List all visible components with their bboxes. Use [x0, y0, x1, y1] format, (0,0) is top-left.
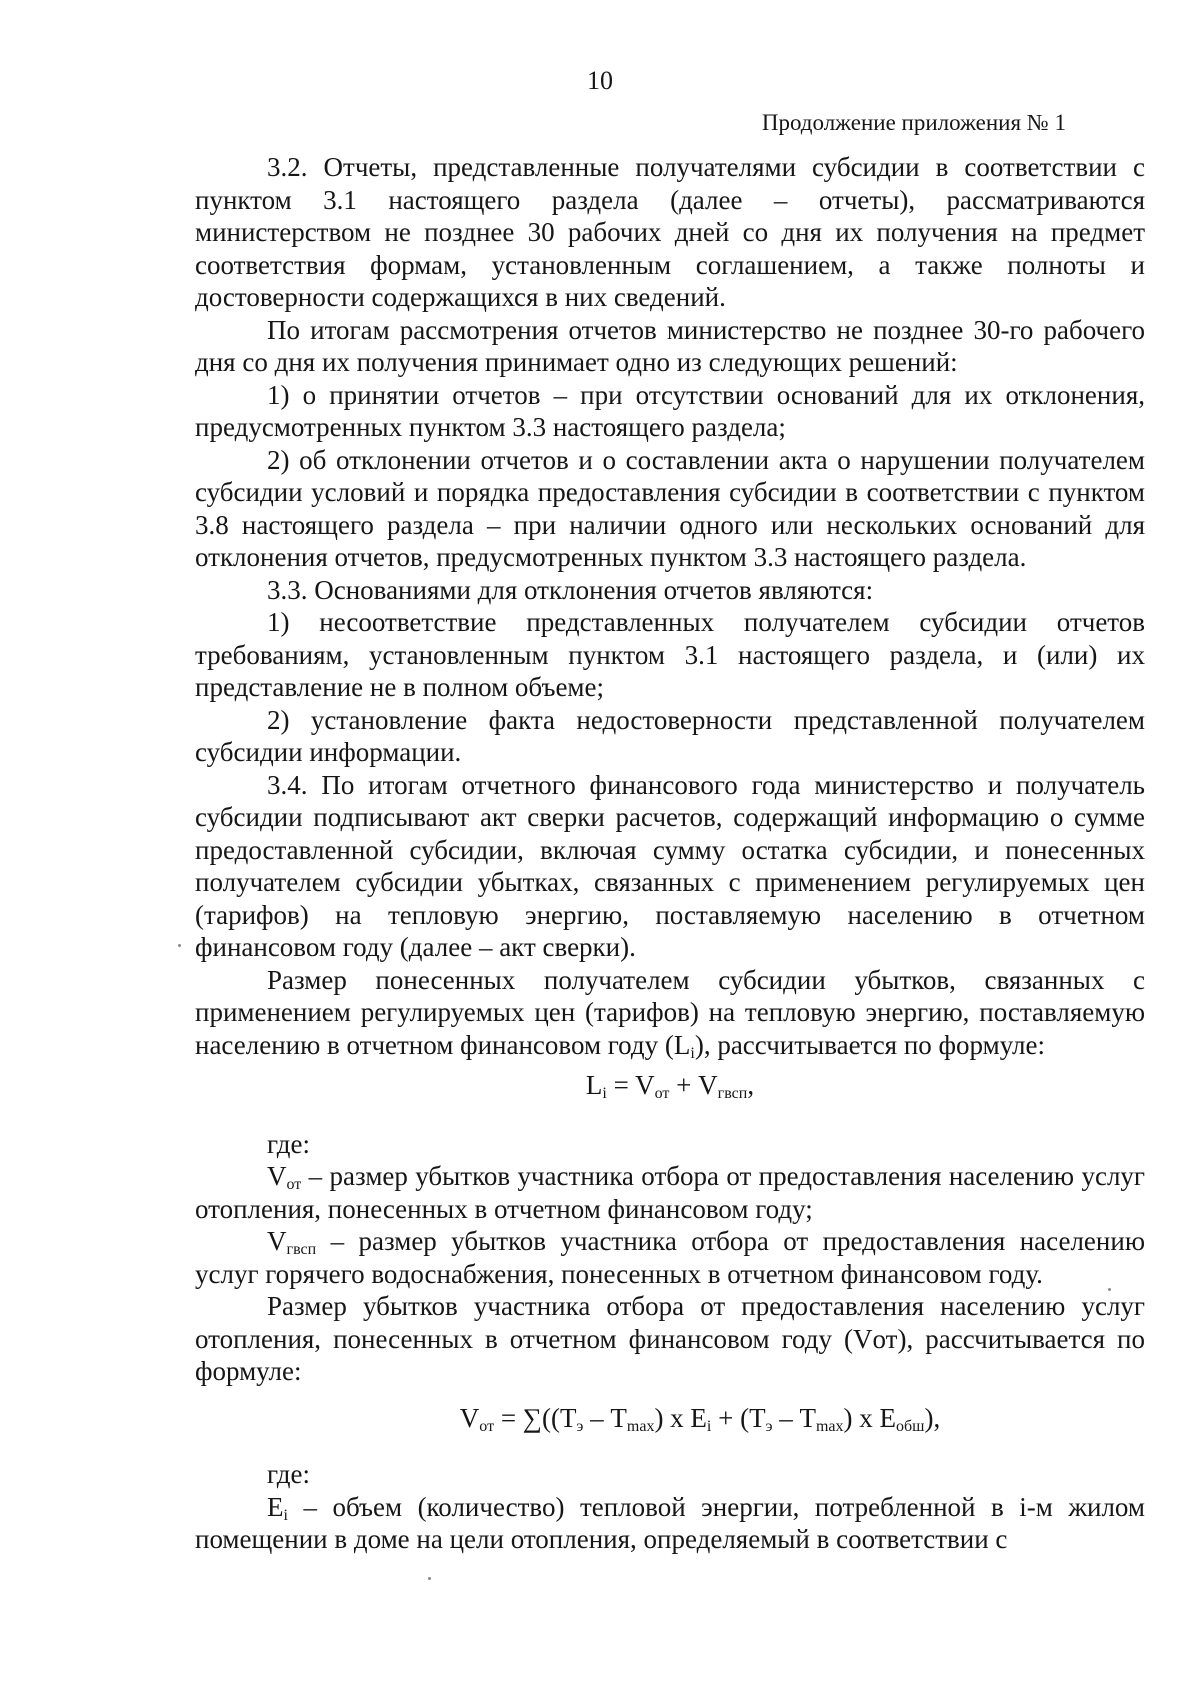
appendix-continuation-header: Продолжение приложения № 1	[761, 110, 1066, 135]
definition-vot: $V_{от}$ – размер убытков участника отбора от предоставления населению услуг отопления, понесенных в отчетном финансовом году;	[195, 1161, 1145, 1224]
paragraph-3-3: 3.3. Основаниями для отклонения отчетов являются:	[267, 574, 874, 605]
formula-li-plus: + V	[669, 1070, 718, 1100]
formula-vot-part-b: – Т	[583, 1402, 627, 1433]
scan-speck	[428, 1577, 431, 1580]
formula-li-v1-sub: от	[654, 1085, 670, 1102]
formula-vot-t2-sub: max	[626, 1417, 655, 1435]
where-label-1: где:	[267, 1128, 310, 1159]
paragraph-loss-size	[195, 964, 1145, 1062]
formula-vot-part-f: ) x E	[843, 1402, 896, 1433]
definition-ei-text: – объем (количество) тепловой энергии, потребленной в i-м жилом помещении в доме на цели отопления, определяемый в соответствии с	[195, 1491, 1145, 1554]
formula-li-eq: = V	[606, 1070, 655, 1100]
scan-speck	[178, 944, 181, 947]
formula-vot-t4-sub: max	[815, 1417, 844, 1435]
formula-li-v2-sub: гвсп	[717, 1085, 748, 1102]
definition-vot-sub: от	[286, 1176, 302, 1193]
definition-vot-text: – размер убытков участника отбора от предоставления населению услуг отопления, понесенных в отчетном финансовом году;	[195, 1161, 1145, 1224]
paragraph-reason-1: 1) несоответствие представленных получателем субсидии отчетов требованиям, установленным пунктом 3.1 настоящего раздела, и (или) их представление не в полном объеме;	[195, 607, 1145, 702]
definition-vgvsp-sub: гвсп	[286, 1241, 317, 1258]
formula-li-L-sub: i	[602, 1085, 607, 1102]
paragraph-decision-2: 2) об отклонении отчетов и о составлении акта о нарушении получателем субсидии условий и порядка предоставления субсидии в соответствии с пунктом 3.8 настоящего раздела – при наличии одного или нескольких оснований для отклонения отчетов, предусмотренных пунктом 3.3 настоящего раздела.	[195, 444, 1145, 572]
formula-vot-t1-sub: э	[576, 1417, 584, 1435]
definition-ei-sub: i	[283, 1506, 288, 1524]
formula-vot	[195, 1402, 1145, 1435]
paragraph-loss-size-text: Размер понесенных получателем субсидии убытков, связанных с применением регулируемых цен (тарифов) на тепловую энергию, поставляемую населению в отчетном финансовом году (L	[195, 964, 1145, 1060]
paragraph-loss-size-tail: ), рассчитывается по формуле:	[694, 1029, 1045, 1060]
paragraph-3-2: 3.2. Отчеты, представленные получателями субсидии в соответствии с пунктом 3.1 настоящего раздела (далее – отчеты), рассматриваются министерством не позднее 30 рабочих дней со дня их получения на предмет соответствия формам, установленным соглашением, а также полноты и достоверности содержащихся в них сведений.	[195, 152, 1145, 312]
where-label-2: где:	[267, 1459, 310, 1489]
definition-vgvsp-text: – размер убытков участника отбора от предоставления населению услуг горячего водоснабжения, понесенных в отчетном финансовом году.	[195, 1226, 1145, 1289]
formula-vot-part-a: = ∑((Т	[494, 1402, 577, 1433]
definition-ei: $E_i$ – объем (количество) тепловой энергии, потребленной в i-м жилом помещении в доме на цели отопления, определяемый в соответствии с	[195, 1491, 1145, 1554]
formula-vot-e2-sub: обш	[896, 1417, 925, 1435]
paragraph-3-4: 3.4. По итогам отчетного финансового года министерство и получатель субсидии подписывают акт сверки расчетов, содержащий информацию о сумме предоставленной субсидии, включая сумму остатка субсидии, и понесенных получателем субсидии убытках, связанных с применением регулируемых цен (тарифов) на тепловую энергию, поставляемую населению в отчетном финансовом году (далее – акт сверки).	[195, 769, 1145, 962]
document-body	[195, 151, 1145, 1556]
formula-li-tail: ,	[747, 1070, 755, 1100]
formula-vot-e1-sub: i	[706, 1417, 712, 1435]
formula-vot-part-d: + (Т	[711, 1402, 766, 1433]
formula-li-L: L	[585, 1070, 603, 1100]
paragraph-reason-2: 2) установление факта недостоверности представленной получателем субсидии информации.	[195, 704, 1145, 767]
formula-vot-part-e: – Т	[772, 1402, 816, 1433]
formula-li	[195, 1069, 1145, 1102]
paragraph-heating-loss: Размер убытков участника отбора от предоставления населению услуг отопления, понесенных в отчетном финансовом году (Vот), рассчитывается по формуле:	[195, 1291, 1145, 1386]
formula-vot-V: V	[459, 1402, 480, 1433]
subscript-i: i	[690, 1044, 695, 1062]
scan-speck	[1108, 1288, 1111, 1291]
paragraph-review-results: По итогам рассмотрения отчетов министерство не позднее 30-го рабочего дня со дня их получения принимает одно из следующих решений:	[195, 314, 1145, 377]
definition-vgvsp: $V_{гвсп}$ – размер убытков участника отбора от предоставления населению услуг горячего водоснабжения, понесенных в отчетном финансовом году.	[195, 1226, 1145, 1289]
paragraph-decision-1: 1) о принятии отчетов – при отсутствии оснований для их отклонения, предусмотренных пунктом 3.3 настоящего раздела;	[195, 379, 1145, 442]
page-number: 10	[587, 66, 613, 95]
formula-vot-t3-sub: э	[765, 1417, 773, 1435]
formula-vot-part-c: ) x E	[654, 1402, 707, 1433]
formula-vot-part-g: ),	[924, 1402, 941, 1433]
formula-vot-V-sub: от	[479, 1417, 495, 1435]
